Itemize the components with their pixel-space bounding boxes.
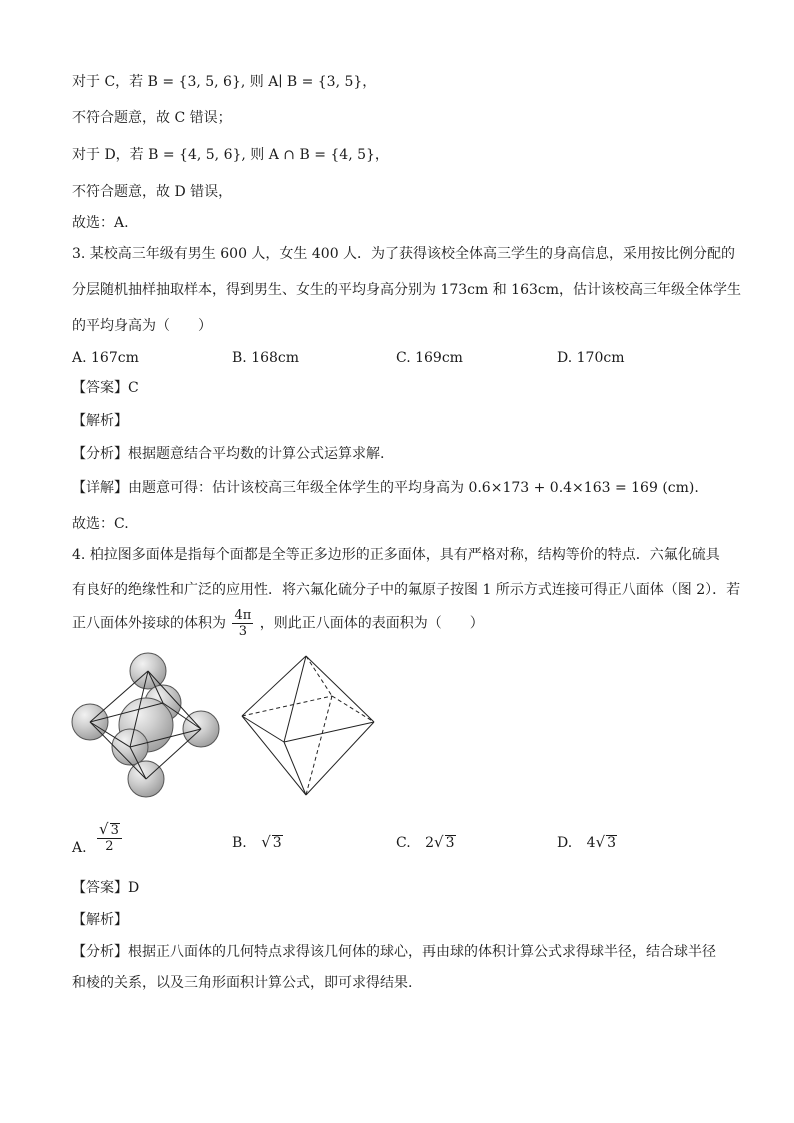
radicand: 3: [445, 835, 455, 851]
sqrt-icon: √: [595, 833, 606, 851]
q3-option-b: B. 168cm: [232, 350, 300, 366]
question-4-stem: [72, 608, 484, 639]
text-line: 故选：A.: [72, 215, 129, 231]
radicand: 3: [110, 823, 119, 838]
coefficient: 2: [425, 835, 435, 851]
q3-answer: 【答案】C: [72, 380, 139, 396]
text-line: 不符合题意，故 D 错误，: [72, 184, 233, 200]
q3-analysis: 【分析】根据题意结合平均数的计算公式运算求解.: [72, 446, 385, 462]
option-label: D.: [557, 835, 573, 851]
q4-option-d: [557, 832, 617, 853]
question-3-stem: 3. 某校高三年级有男生 600 人，女生 400 人．为了获得该校全体高三学生的身高信息，采用按比例分配的: [72, 246, 736, 262]
option-label: B.: [232, 835, 247, 851]
sqrt-icon: √: [434, 833, 444, 851]
q3-choice: 故选：C.: [72, 516, 129, 532]
q4-stem-pre: 正八面体外接球的体积为: [72, 615, 226, 632]
sqrt-icon: √: [99, 820, 109, 838]
q4-jiexi-heading: 【解析】: [72, 912, 128, 928]
q3-detail: 【详解】由题意可得：估计该校高三年级全体学生的平均身高为 0.6×173 + 0.4×163 = 169 (cm).: [72, 480, 699, 496]
question-4-stem: 有良好的绝缘性和广泛的应用性．将六氟化硫分子中的氟原子按图 1 所示方式连接可得正八面体（图 2）．若: [72, 582, 741, 598]
text-line: 对于 C，若 B = {3, 5, 6}, 则 A∣ B = {3, 5}，: [72, 74, 377, 90]
sqrt-icon: √: [261, 833, 271, 851]
q3-option-a: A. 167cm: [72, 350, 139, 366]
q4-option-c: [396, 832, 456, 853]
text-line: 对于 D，若 B = {4, 5, 6}, 则 A ∩ B = {4, 5}，: [72, 147, 389, 163]
coefficient: 4: [586, 835, 596, 851]
radicand: 3: [272, 835, 282, 851]
question-3-stem: 的平均身高为（ ）: [72, 318, 212, 334]
fraction-denominator: 3: [238, 624, 247, 639]
q4-answer: 【答案】D: [72, 880, 140, 896]
q4-stem-post: ，则此正八面体的表面积为（ ）: [259, 615, 484, 632]
q4-analysis: 和棱的关系，以及三角形面积计算公式，即可求得结果.: [72, 975, 413, 991]
question-4-stem: 4. 柏拉图多面体是指每个面都是全等正多边形的正多面体，具有严格对称，结构等价的特点．六氟化硫具: [72, 547, 720, 563]
q3-jiexi-heading: 【解析】: [72, 413, 128, 429]
figure-1-molecule: [68, 650, 224, 802]
figure-2-octahedron: [234, 650, 382, 800]
fraction-denominator: 2: [105, 839, 114, 854]
question-3-stem: 分层随机抽样抽取样本，得到男生、女生的平均身高分别为 173cm 和 163cm，估计该校高三年级全体学生: [72, 282, 742, 298]
fraction-numerator: [97, 822, 122, 839]
fraction-numerator: 4π: [234, 608, 252, 623]
option-fraction: [97, 822, 122, 854]
q3-option-c: C. 169cm: [396, 350, 463, 366]
q3-option-d: D. 170cm: [557, 350, 625, 366]
q4-option-a: [72, 822, 124, 854]
q4-volume-fraction: [232, 608, 253, 639]
text-line: 不符合题意，故 C 错误；: [72, 110, 232, 126]
q4-analysis: 【分析】根据正八面体的几何特点求得该几何体的球心，再由球的体积计算公式求得球半径，结合球半径: [72, 944, 716, 960]
option-label: C.: [396, 835, 411, 851]
option-label: A.: [72, 840, 87, 856]
radicand: 3: [607, 835, 617, 851]
q4-option-b: [232, 832, 283, 853]
